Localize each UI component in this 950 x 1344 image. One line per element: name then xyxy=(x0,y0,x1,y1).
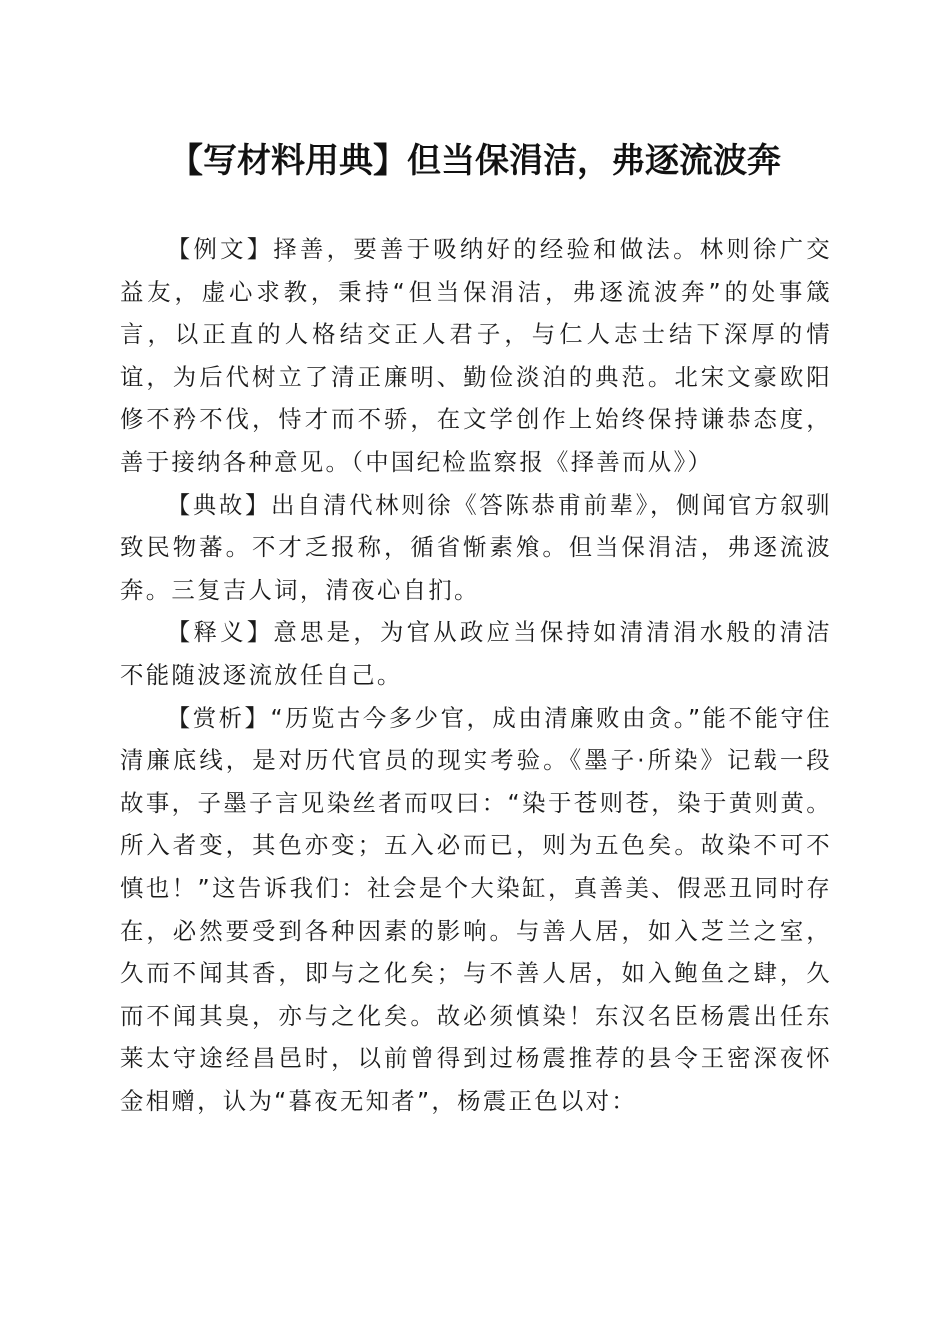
paragraph-source: 【典故】出自清代林则徐《答陈恭甫前辈》，侧闻官方叙驯致民物蕃。不才乏报称，循省惭素飧。但当保涓洁，弗逐流波奔。三复吉人词，清夜心自扪。 xyxy=(120,490,832,604)
paragraph-example: 【例文】择善，要善于吸纳好的经验和做法。林则徐广交益友，虚心求教，秉持“但当保涓洁，弗逐流波奔”的处事箴言，以正直的人格结交正人君子，与仁人志士结下深厚的情谊，为后代树立了清正廉明、勤俭淡泊的典范。北宋文豪欧阳修不矜不伐，恃才而不骄，在文学创作上始终保持谦恭态度，善于接纳各种意见。（中国纪检监察报《择善而从》） xyxy=(120,235,832,476)
paragraph-analysis: 【赏析】“历览古今多少官，成由清廉败由贪。”能不能守住清廉底线，是对历代官员的现实考验。《墨子·所染》记载一段故事，子墨子言见染丝者而叹曰：“染于苍则苍，染于黄则黄。所入者变，其色亦变；五入必而已，则为五色矣。故染不可不慎也！”这告诉我们：社会是个大染缸，真善美、假恶丑同时存在，必然要受到各种因素的影响。与善人居，如入芝兰之室，久而不闻其香，即与之化矣；与不善人居，如入鲍鱼之肆，久而不闻其臭，亦与之化矣。故必须慎染！东汉名臣杨震出任东莱太守途经昌邑时，以前曾得到过杨震推荐的县令王密深夜怀金相赠，认为“暮夜无知者”，杨震正色以对： xyxy=(120,703,832,1115)
document-title: 【写材料用典】但当保涓洁，弗逐流波奔 xyxy=(169,141,781,181)
paragraph-meaning: 【释义】意思是，为官从政应当保持如清清涓水般的清洁不能随波逐流放任自己。 xyxy=(120,618,832,689)
document-body xyxy=(120,228,832,1122)
